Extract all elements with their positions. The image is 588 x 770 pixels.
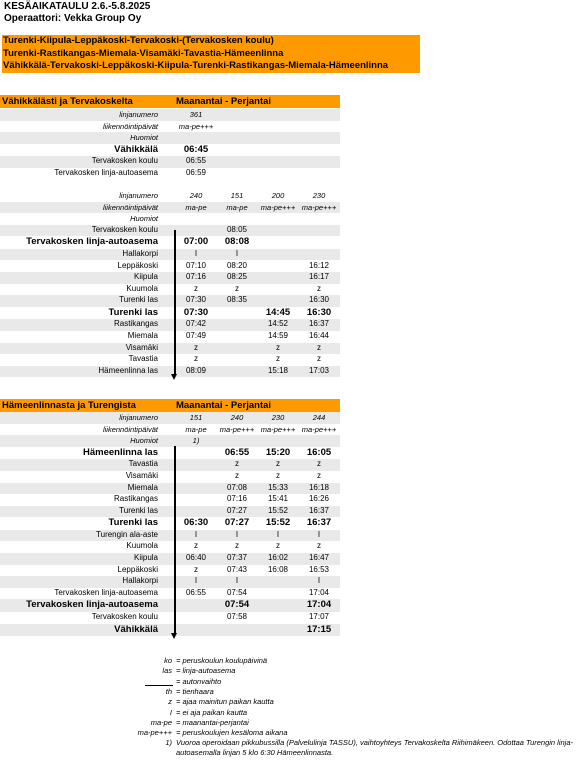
notes-row <box>0 213 340 225</box>
header-cell: ma-pe+++ <box>260 202 296 212</box>
time-cell: z <box>194 354 198 364</box>
stop-row <box>0 471 340 483</box>
stop-row <box>0 517 340 530</box>
stop-row <box>0 354 340 366</box>
time-cell: 15:41 <box>267 494 289 504</box>
stop-name: Visamäki <box>125 470 158 480</box>
header-cell: 244 <box>312 413 326 422</box>
line-number-row <box>0 412 340 424</box>
stop-name: Hämeenlinna las <box>83 446 158 458</box>
time-cell: z <box>194 283 198 293</box>
time-cell: I <box>276 529 280 539</box>
time-cell: z <box>194 342 198 352</box>
header-cell: 240 <box>189 191 203 200</box>
header-cell: 200 <box>271 191 285 200</box>
time-cell: 07:54 <box>224 599 250 611</box>
legend-text: = peruskoulun koulupäivinä <box>176 656 268 665</box>
time-cell: 14:59 <box>267 331 289 340</box>
header-cell: ma-pe <box>185 424 207 434</box>
section-days: Maanantai - Perjantai <box>176 400 272 411</box>
time-cell: 08:08 <box>224 236 250 248</box>
stop-row <box>0 553 340 565</box>
stop-row <box>0 483 340 495</box>
time-cell: I <box>317 576 321 586</box>
stop-row <box>0 331 340 343</box>
stop-name: Tervakosken linja-autoasema <box>26 236 158 248</box>
time-cell: 06:55 <box>224 446 250 458</box>
time-cell: 07:43 <box>226 564 248 574</box>
time-cell: 16:44 <box>308 331 330 340</box>
notes-row <box>0 435 340 447</box>
time-cell: 06:40 <box>185 553 207 562</box>
time-cell: z <box>235 459 239 469</box>
time-cell: 06:59 <box>185 167 207 177</box>
stop-row <box>0 494 340 506</box>
time-cell: 08:25 <box>226 272 248 282</box>
stop-name: Leppäkoski <box>117 260 158 270</box>
legend-key: th <box>165 686 172 696</box>
time-cell: 07:16 <box>185 272 207 282</box>
legend-text: = tienhaara <box>176 686 214 696</box>
time-cell: I <box>194 529 198 539</box>
stop-name: Rastikangas <box>113 319 158 329</box>
row-label: Huomiot <box>130 214 158 224</box>
stop-row <box>0 295 340 307</box>
time-cell: 15:18 <box>267 365 289 375</box>
time-cell: 16:30 <box>308 295 330 305</box>
stop-name: Rastikangas <box>113 494 158 504</box>
line-number-row <box>0 109 340 121</box>
row-label: liikennöintipäivät <box>102 121 158 131</box>
stop-row <box>0 343 340 355</box>
row-label: linjanumero <box>119 110 158 119</box>
time-cell: I <box>235 576 239 586</box>
time-cell: 16:53 <box>308 564 330 574</box>
legend-text: = linja-autoasema <box>176 666 236 676</box>
time-cell: 16:30 <box>306 306 332 318</box>
time-cell: 17:04 <box>308 587 330 597</box>
operating-days-row <box>0 424 340 436</box>
time-cell: 16:18 <box>308 482 330 492</box>
time-cell: 16:17 <box>308 272 330 282</box>
stop-row <box>0 459 340 471</box>
time-cell: 16:37 <box>306 517 332 529</box>
time-cell: I <box>235 529 239 539</box>
time-cell: 16:47 <box>308 553 330 562</box>
stop-name: Hallakorpi <box>122 576 158 586</box>
time-cell: 07:42 <box>185 319 207 329</box>
legend-key: I <box>169 707 172 717</box>
stop-name: Turenki las <box>119 295 158 305</box>
timetable-title: KESÄAIKATAULU 2.6.-5.8.2025 <box>4 1 151 12</box>
time-cell: z <box>194 564 198 574</box>
stop-row <box>0 284 340 296</box>
time-cell: 17:03 <box>308 365 330 375</box>
header-cell: 1) <box>192 436 200 446</box>
header-cell: ma-pe+++ <box>301 202 337 212</box>
time-cell: 07:37 <box>226 553 248 562</box>
legend-text: = ajaa mainitun paikan kautta <box>176 697 274 707</box>
time-cell: I <box>194 248 198 258</box>
section-title: Hämeenlinnasta ja Turengista <box>2 400 136 411</box>
stop-row <box>0 530 340 542</box>
stop-row <box>0 272 340 284</box>
stop-name: Miemala <box>127 331 158 340</box>
time-cell: z <box>317 342 321 352</box>
time-cell: z <box>276 470 280 480</box>
time-cell: 06:55 <box>185 587 207 597</box>
stop-row <box>0 319 340 331</box>
stop-name: Hallakorpi <box>122 248 158 258</box>
stop-name: Tervakosken linja-autoasema <box>54 587 158 597</box>
row-label: liikennöintipäivät <box>102 424 158 434</box>
time-cell: z <box>276 459 280 469</box>
direction-arrow-head <box>171 374 177 380</box>
stop-row <box>0 612 340 624</box>
stop-row <box>0 506 340 518</box>
time-cell: z <box>317 283 321 293</box>
time-cell: z <box>235 541 239 551</box>
stop-name: Vähikkälä <box>114 143 158 155</box>
header-cell: 230 <box>271 413 285 422</box>
time-cell: 16:02 <box>267 553 289 562</box>
time-cell: 07:27 <box>224 517 250 529</box>
route-item: Turenki-Kiipula-Leppäkoski-Tervakoski-(Tervakosken koulu) <box>3 35 274 46</box>
stop-name: Tervakosken linja-autoasema <box>54 167 158 177</box>
stop-name: Turengin ala-aste <box>96 529 158 539</box>
legend-text: Vuoroa operoidaan pikkubussilla (Palvelulinja TASSU), vaihtoyhteys Tervakoskelta Riihimäkeen. Odottaa Turengin linja-autoasemalla linjan 5 klo 6:30 Hämeenlinnasta. <box>176 738 574 758</box>
time-cell: 07:10 <box>185 260 207 270</box>
operating-days-row <box>0 202 340 214</box>
time-cell: 08:05 <box>226 224 248 234</box>
time-cell: 07:30 <box>183 306 209 318</box>
header-cell: 151 <box>230 191 244 200</box>
time-cell: I <box>235 248 239 258</box>
header-cell: ma-pe+++ <box>178 121 214 131</box>
stop-row <box>0 236 340 249</box>
time-cell: z <box>317 354 321 364</box>
route-item: Vähikkälä-Tervakoski-Leppäkoski-Kiipula-Turenki-Rastikangas-Miemala-Hämeenlinna <box>3 60 389 71</box>
time-cell: I <box>194 576 198 586</box>
time-cell: 06:55 <box>185 156 207 166</box>
time-cell: 07:54 <box>226 587 248 597</box>
time-cell: 07:08 <box>226 482 248 492</box>
time-cell: 08:35 <box>226 295 248 305</box>
time-cell: z <box>317 459 321 469</box>
stop-name: Turenki las <box>119 505 158 515</box>
section-header-bar <box>0 399 340 412</box>
stop-row <box>0 156 340 168</box>
legend-key: ma-pe+++ <box>137 728 172 738</box>
time-cell: 16:05 <box>306 446 332 458</box>
stop-name: Kiipula <box>133 272 158 282</box>
stop-row <box>0 599 340 612</box>
route-item: Turenki-Rastikangas-Miemala-Visamäki-Tavastia-Hämeenlinna <box>3 47 284 59</box>
time-cell: 07:27 <box>226 505 248 515</box>
stop-row <box>0 565 340 577</box>
time-cell: z <box>194 541 198 551</box>
stop-name: Leppäkoski <box>117 564 158 574</box>
time-cell: 16:37 <box>308 319 330 329</box>
time-cell: 17:04 <box>306 599 332 611</box>
time-cell: 07:00 <box>183 236 209 248</box>
time-cell: 15:33 <box>267 482 289 492</box>
stop-row <box>0 366 340 378</box>
stop-name: Tervakosken koulu <box>91 611 158 621</box>
time-cell: 14:52 <box>267 319 289 329</box>
time-cell: 16:26 <box>308 494 330 504</box>
legend-key: 1) <box>165 738 172 748</box>
stop-name: Hämeenlinna las <box>98 365 158 375</box>
time-cell: z <box>235 283 239 293</box>
stop-row <box>0 144 340 157</box>
legend-line <box>145 685 173 686</box>
time-cell: z <box>276 354 280 364</box>
stop-name: Visamäki <box>125 342 158 352</box>
section-days: Maanantai - Perjantai <box>176 96 272 107</box>
operator-name: Operaattori: Vekka Group Oy <box>4 13 142 24</box>
time-cell: 08:20 <box>226 260 248 270</box>
stop-row <box>0 225 340 237</box>
stop-row <box>0 541 340 553</box>
time-cell: 14:45 <box>265 306 291 318</box>
stop-row <box>0 624 340 637</box>
header-cell: ma-pe+++ <box>301 424 337 434</box>
stop-name: Kuumola <box>126 541 158 551</box>
stop-row <box>0 588 340 600</box>
time-cell: 07:16 <box>226 494 248 504</box>
direction-arrow-line <box>174 446 176 634</box>
legend-text: = maanantai-perjantai <box>176 717 249 727</box>
legend-key: las <box>162 666 172 676</box>
time-cell: z <box>276 342 280 352</box>
direction-arrow-head <box>171 633 177 639</box>
legend-text: = ei aja paikan kautta <box>176 707 248 717</box>
time-cell: z <box>317 541 321 551</box>
stop-name: Kiipula <box>133 553 158 562</box>
time-cell: z <box>276 541 280 551</box>
time-cell: 07:30 <box>185 295 207 305</box>
time-cell: 08:09 <box>185 365 207 375</box>
row-label: Huomiot <box>130 133 158 143</box>
legend-key: z <box>168 697 172 707</box>
time-cell: 15:52 <box>265 517 291 529</box>
time-cell: 15:20 <box>265 446 291 458</box>
stop-name: Tervakosken linja-autoasema <box>26 599 158 611</box>
time-cell: 07:49 <box>185 331 207 340</box>
stop-name: Tervakosken koulu <box>91 224 158 234</box>
line-number-row <box>0 190 340 202</box>
legend-text: = peruskoulujen kesäloma aikana <box>176 728 288 738</box>
section-title: Vähikkälästi ja Tervakoskelta <box>2 96 133 107</box>
time-cell: 16:12 <box>308 260 330 270</box>
stop-row <box>0 307 340 320</box>
legend-key: ma-pe <box>150 717 172 727</box>
time-cell: 15:52 <box>267 505 289 515</box>
stop-name: Miemala <box>127 482 158 492</box>
header-cell: ma-pe+++ <box>219 424 255 434</box>
header-cell: 230 <box>312 191 326 200</box>
section-header-bar <box>0 95 340 108</box>
stop-name: Turenki las <box>108 306 158 318</box>
time-cell: z <box>317 470 321 480</box>
stop-name: Vähikkälä <box>114 623 158 635</box>
stop-row <box>0 249 340 261</box>
direction-arrow-line <box>174 230 176 375</box>
stop-name: Turenki las <box>108 517 158 529</box>
legend-key: ko <box>164 656 172 665</box>
header-cell: ma-pe <box>185 202 207 212</box>
notes-row <box>0 132 340 144</box>
stop-name: Tervakosken koulu <box>91 156 158 166</box>
time-cell: z <box>235 470 239 480</box>
row-label: liikennöintipäivät <box>102 202 158 212</box>
header-cell: 361 <box>189 110 203 119</box>
header-cell: ma-pe+++ <box>260 424 296 434</box>
time-cell: 07:58 <box>226 611 248 621</box>
row-label: Huomiot <box>130 436 158 446</box>
stop-row <box>0 576 340 588</box>
route-list <box>2 35 420 73</box>
time-cell: 16:08 <box>267 564 289 574</box>
header-cell: 151 <box>189 413 203 422</box>
header-cell: 240 <box>230 413 244 422</box>
stop-name: Tavastia <box>128 459 158 469</box>
header-cell: ma-pe <box>226 202 248 212</box>
time-cell: I <box>317 529 321 539</box>
time-cell: 17:07 <box>308 611 330 621</box>
time-cell: 06:45 <box>183 143 209 155</box>
time-cell: 16:37 <box>308 505 330 515</box>
operating-days-row <box>0 121 340 133</box>
row-label: linjanumero <box>119 413 158 422</box>
legend-text: = autonvaihto <box>176 676 222 686</box>
stop-row <box>0 447 340 460</box>
stop-row <box>0 168 340 180</box>
time-cell: 17:15 <box>306 623 332 635</box>
stop-row <box>0 261 340 273</box>
row-label: linjanumero <box>119 191 158 200</box>
stop-name: Tavastia <box>128 354 158 364</box>
stop-name: Kuumola <box>126 283 158 293</box>
time-cell: 06:30 <box>183 517 209 529</box>
